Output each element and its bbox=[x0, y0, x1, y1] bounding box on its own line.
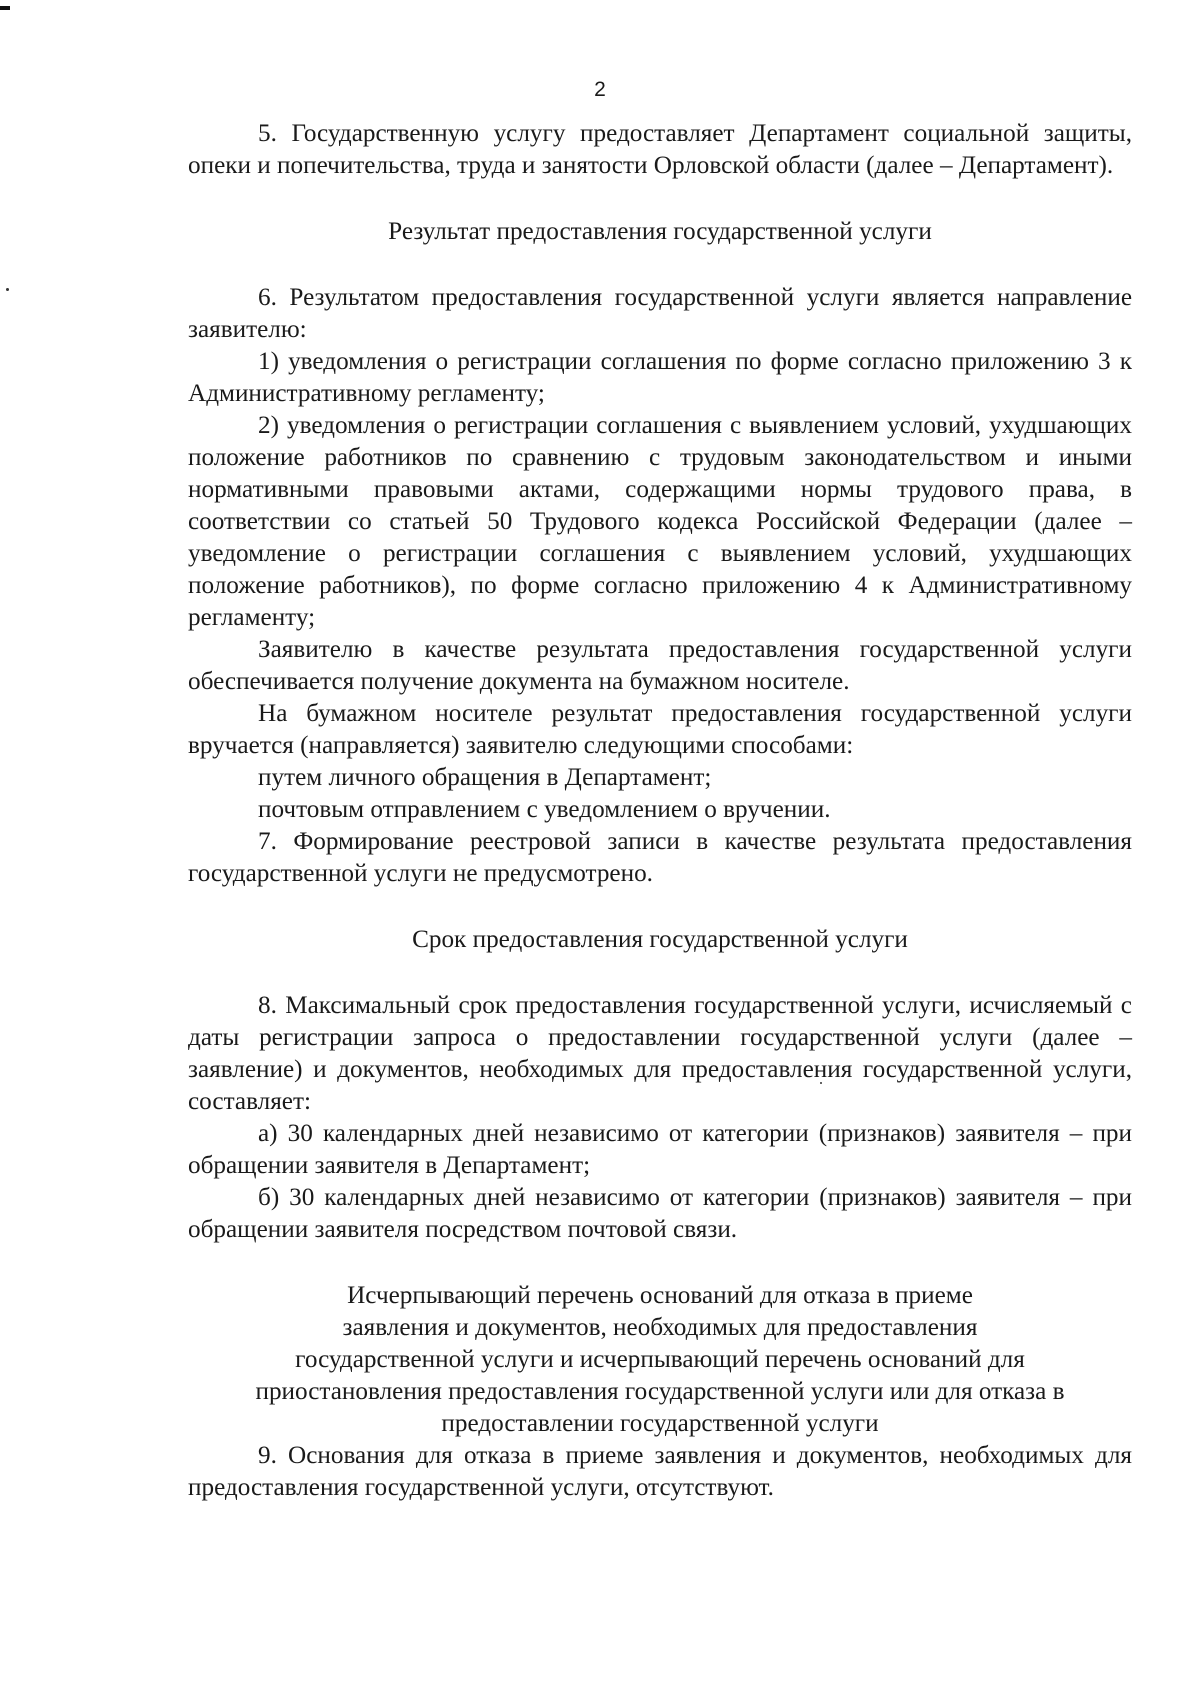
paragraph-6-delivery-post: почтовым отправлением с уведомлением о вручении. bbox=[258, 796, 831, 823]
paragraph-6-delivery-personal: путем личного обращения в Департамент; bbox=[258, 764, 712, 791]
paragraph-6-item-2: 2) уведомления о регистрации соглашения с выявлением условий, ухудшающих положение работников по сравнению с трудовым законодательством и иными нормативными правовыми актами, содержащими нормы трудового права, в соответствии со статьей 50 Трудового кодекса Российской Федерации (далее – уведомление о регистрации соглашения с выявлением условий, ухудшающих положение работников), по форме согласно приложению 4 к Административному регламенту; bbox=[188, 412, 1132, 631]
paragraph-5: 5. Государственную услугу предоставляет Департамент социальной защиты, опеки и попечительства, труда и занятости Орловской области (далее – Департамент). bbox=[188, 120, 1132, 179]
section-heading-refusal-line-4: приостановления предоставления государственной услуги или для отказа в bbox=[255, 1378, 1065, 1405]
section-heading-refusal-line-5: предоставлении государственной услуги bbox=[441, 1410, 879, 1437]
section-heading-term: Срок предоставления государственной услуги bbox=[412, 926, 908, 953]
document-body bbox=[188, 118, 1132, 1504]
paragraph-6-result-paper: Заявителю в качестве результата предоставления государственной услуги обеспечивается получение документа на бумажном носителе. bbox=[188, 636, 1132, 695]
section-heading-refusal-line-2: заявления и документов, необходимых для предоставления bbox=[342, 1314, 978, 1341]
paragraph-6-item-1: 1) уведомления о регистрации соглашения по форме согласно приложению 3 к Административному регламенту; bbox=[188, 348, 1132, 407]
page-number: 2 bbox=[594, 78, 606, 101]
section-heading-refusal bbox=[188, 1280, 1132, 1440]
paragraph-7: 7. Формирование реестровой записи в качестве результата предоставления государственной услуги не предусмотрено. bbox=[188, 828, 1132, 887]
scan-corner-mark bbox=[0, 6, 10, 10]
paragraph-6-delivery: На бумажном носителе результат предоставления государственной услуги вручается (направляется) заявителю следующими способами: bbox=[188, 700, 1132, 759]
section-heading-result: Результат предоставления государственной услуги bbox=[388, 218, 932, 245]
scan-speck bbox=[6, 288, 9, 291]
paragraph-6: 6. Результатом предоставления государственной услуги является направление заявителю: bbox=[188, 284, 1132, 343]
paragraph-9: 9. Основания для отказа в приеме заявления и документов, необходимых для предоставления государственной услуги, отсутствуют. bbox=[188, 1442, 1132, 1501]
paragraph-8-item-b: б) 30 календарных дней независимо от категории (признаков) заявителя – при обращении заявителя посредством почтовой связи. bbox=[188, 1184, 1132, 1243]
paragraph-8: 8. Максимальный срок предоставления государственной услуги, исчисляемый с даты регистрации запроса о предоставлении государственной услуги (далее – заявление) и документов, необходимых для предоставления государственной услуги, составляет: bbox=[188, 992, 1132, 1115]
section-heading-refusal-line-1: Исчерпывающий перечень оснований для отказа в приеме bbox=[347, 1282, 973, 1309]
paragraph-8-item-a: а) 30 календарных дней независимо от категории (признаков) заявителя – при обращении заявителя в Департамент; bbox=[188, 1120, 1132, 1179]
section-heading-refusal-line-3: государственной услуги и исчерпывающий перечень оснований для bbox=[295, 1346, 1025, 1373]
